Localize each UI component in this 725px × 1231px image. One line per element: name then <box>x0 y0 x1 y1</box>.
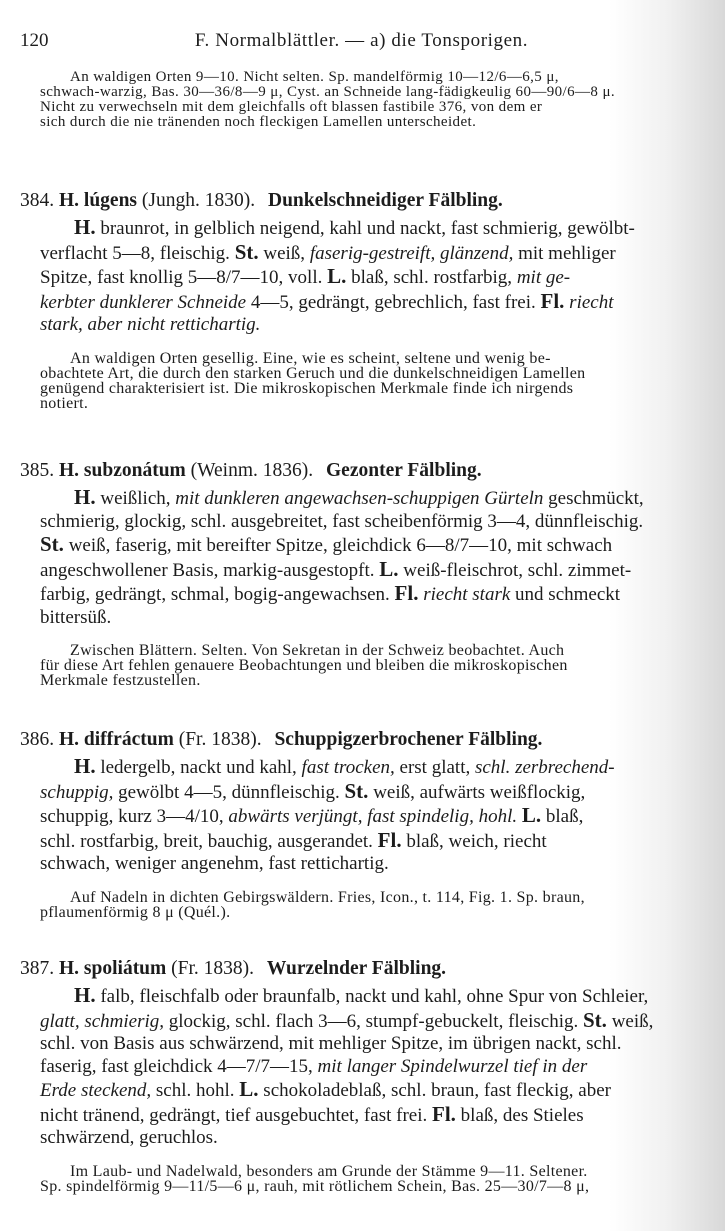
note-line: Auf Nadeln in dichten Gebirgswäldern. Fries, Icon., t. 114, Fig. 1. Sp. braun, <box>70 888 585 906</box>
entry-genus: H. <box>59 460 80 481</box>
organ-abbreviation: L. <box>379 556 399 581</box>
organ-abbreviation: Fl. <box>540 288 565 313</box>
text-run: schuppig, kurz 3—4/10, <box>40 806 229 827</box>
entry-german-name: Dunkelschneidiger Fälbling. <box>267 190 503 211</box>
text-run: mit mehliger <box>513 242 616 264</box>
entry-author: (Fr. 1838). <box>171 958 255 979</box>
entry-number: 386. <box>20 729 55 750</box>
text-run: schl. hohl. <box>151 1080 240 1101</box>
description-line <box>40 582 709 607</box>
text-run: weiß, faserig, mit bereifter Spitze, gleichdick 6—8/7—10, mit schwach <box>63 535 613 556</box>
note-line: notiert. <box>40 394 89 412</box>
organ-abbreviation: St. <box>40 532 64 556</box>
description-line <box>40 780 709 805</box>
entry-description <box>40 755 709 876</box>
text-run: weiß-fleischrot, schl. zimmet- <box>398 559 632 581</box>
organ-abbreviation: H. <box>74 215 96 239</box>
description-line <box>40 853 709 876</box>
text-run: schl. rostfarbig, breit, bauchig, ausgerandet. <box>40 830 378 852</box>
italic-text: riecht <box>564 291 614 313</box>
text-run: blaß, schl. rostfarbig, <box>346 267 517 288</box>
description-line <box>40 486 709 511</box>
text-run: braunrot, in gelblich neigend, kahl und nackt, fast schmierig, gewölbt- <box>95 218 635 239</box>
text-run: angeschwollener Basis, markig-ausgestopft. <box>40 559 380 581</box>
note-line: Im Laub- und Nadelwald, besonders am Grunde der Stämme 9—11. Seltener. <box>70 1162 588 1180</box>
entry-note <box>40 643 709 688</box>
entry-author: (Weinm. 1836). <box>190 460 314 481</box>
carryover-note-line: Nicht zu verwechseln mit dem gleichfalls oft blassen fastibile 376, von dem er <box>40 99 543 115</box>
carryover-note-line: schwach-warzig, Bas. 30—36/8—9 μ, Cyst. an Schneide lang-fädigkeulig 60—90/6—8 μ. <box>40 84 616 100</box>
entry-author: (Jungh. 1830). <box>141 190 256 211</box>
organ-abbreviation: Fl. <box>377 827 402 852</box>
entry-number: 385. <box>20 460 55 481</box>
organ-abbreviation: L. <box>239 1077 259 1101</box>
note-line: genügend charakterisiert ist. Die mikroskopischen Merkmale finde ich nirgends <box>40 379 574 397</box>
description-line <box>40 607 709 630</box>
entry-species: lúgens <box>83 190 138 211</box>
carryover-note-line: An waldigen Orten 9—10. Nicht selten. Sp. mandelförmig 10—12/6—6,5 μ, <box>70 69 559 85</box>
description-line <box>40 290 709 315</box>
description-line <box>40 1078 709 1103</box>
page-header <box>20 30 703 56</box>
text-run: nicht tränend, gedrängt, tief ausgebuchtet, fast frei. <box>40 1104 432 1126</box>
entry-description <box>40 216 709 337</box>
text-run: blaß, <box>541 806 584 827</box>
text-run: glockig, schl. flach 3—6, stumpf-gebuckelt, fleischig. <box>164 1010 583 1032</box>
text-run: falb, fleischfalb oder braunfalb, nackt und kahl, ohne Spur von Schleier, <box>95 986 649 1007</box>
italic-text: schuppig, <box>40 781 114 803</box>
text-run: gewölbt 4—5, dünnfleischig. <box>113 781 345 803</box>
note-line: obachtete Art, die durch den starken Geruch und die dunkelschneidigen Lamellen <box>40 364 586 382</box>
description-line <box>40 1056 709 1079</box>
note-line: pflaumenförmig 8 μ (Quél.). <box>40 903 231 921</box>
species-entry <box>20 188 709 411</box>
text-run: bittersüß. <box>40 606 112 628</box>
description-line <box>40 1009 709 1034</box>
text-run: schwärzend, geruchlos. <box>40 1127 218 1148</box>
text-run: 4—5, gedrängt, gebrechlich, fast frei. <box>246 291 541 313</box>
species-entry <box>20 458 709 688</box>
description-line <box>40 984 709 1009</box>
organ-abbreviation: H. <box>74 754 96 778</box>
entry-author: (Fr. 1838). <box>178 729 262 750</box>
text-run: farbig, gedrängt, schmal, bogig-angewachsen. <box>40 584 395 605</box>
description-line <box>40 1033 709 1056</box>
text-run: weiß, aufwärts weißflockig, <box>368 781 586 803</box>
text-run: und schmeckt <box>510 584 621 605</box>
organ-abbreviation: St. <box>583 1007 607 1032</box>
page-number: 120 <box>20 30 49 51</box>
text-run: schwach, weniger angenehm, fast rettichartig. <box>40 853 389 874</box>
text-run: verflacht 5—8, fleischig. <box>40 242 235 264</box>
text-run: schl. von Basis aus schwärzend, mit mehliger Spitze, im übrigen nackt, schl. <box>40 1033 622 1054</box>
entry-note <box>40 351 709 411</box>
text-run: blaß, weich, riecht <box>401 830 547 852</box>
text-run: geschmückt, <box>543 488 644 509</box>
species-entry <box>20 727 709 920</box>
text-run: weiß, <box>606 1010 654 1032</box>
description-line <box>40 755 709 780</box>
note-line: Sp. spindelförmig 9—11/5—6 μ, rauh, mit rötlichem Schein, Bas. 25—30/7—8 μ, <box>40 1177 590 1195</box>
organ-abbreviation: H. <box>74 485 96 509</box>
text-run: erst glatt, <box>394 757 475 778</box>
entry-heading <box>20 956 709 982</box>
italic-text: mit langer Spindelwurzel tief in der <box>317 1055 588 1077</box>
italic-text: riecht stark <box>418 584 511 605</box>
organ-abbreviation: St. <box>344 778 369 803</box>
italic-text: fast trocken, <box>301 757 395 778</box>
description-line <box>40 314 709 337</box>
entry-genus: H. <box>59 729 80 750</box>
entry-genus: H. <box>59 190 80 211</box>
description-line <box>40 829 709 854</box>
running-title: F. Normalblättler. — a) die Tonsporigen. <box>194 30 529 51</box>
text-run: weißlich, <box>95 488 176 509</box>
entry-german-name: Wurzelnder Fälbling. <box>266 958 447 979</box>
italic-text: schl. zerbrechend- <box>474 757 615 778</box>
organ-abbreviation: L. <box>327 264 347 288</box>
entry-description <box>40 486 709 629</box>
italic-text: mit ge- <box>516 267 571 288</box>
entry-genus: H. <box>59 958 80 979</box>
description-line <box>40 265 709 290</box>
italic-text: mit dunkleren angewachsen-schuppigen Gürteln <box>175 488 544 509</box>
description-line <box>40 804 709 829</box>
organ-abbreviation: H. <box>74 983 96 1007</box>
italic-text: Erde steckend, <box>40 1080 152 1101</box>
entry-german-name: Schuppigzerbrochener Fälbling. <box>274 729 543 750</box>
entry-number: 384. <box>20 190 55 211</box>
description-line <box>40 1127 709 1150</box>
organ-abbreviation: Fl. <box>432 1101 456 1126</box>
italic-text: stark, aber nicht rettichartig. <box>40 314 261 335</box>
note-line: Zwischen Blättern. Selten. Von Sekretan in der Schweiz beobachtet. Auch <box>70 642 565 659</box>
text-run: schokoladeblaß, schl. braun, fast fleckig, aber <box>258 1080 611 1101</box>
species-entry <box>20 956 709 1194</box>
description-line <box>40 216 709 241</box>
text-run: Spitze, fast knollig 5—8/7—10, voll. <box>40 267 328 288</box>
italic-text: kerbter dunklerer Schneide <box>40 291 247 313</box>
entry-species: spoliátum <box>83 958 167 979</box>
carryover-note-line: sich durch die nie tränenden noch fleckigen Lamellen unterscheidet. <box>40 114 477 130</box>
note-line: für diese Art fehlen genauere Beobachtungen und bleiben die mikroskopischen <box>40 657 568 674</box>
text-run: blaß, des Stieles <box>455 1104 584 1126</box>
description-line <box>40 558 709 583</box>
text-run: weiß, <box>258 242 310 264</box>
text-run: faserig, fast gleichdick 4—7/7—15, <box>40 1055 318 1077</box>
entry-species: diffráctum <box>83 729 174 750</box>
description-line <box>40 241 709 266</box>
entry-number: 387. <box>20 958 55 979</box>
italic-text: faserig-gestreift, glänzend, <box>309 242 514 264</box>
carryover-note <box>40 70 707 130</box>
organ-abbreviation: Fl. <box>394 581 419 605</box>
note-line: Merkmale festzustellen. <box>40 672 201 689</box>
description-line <box>40 533 709 558</box>
italic-text: abwärts verjüngt, fast spindelig, hohl. <box>228 806 518 827</box>
entry-species: subzonátum <box>83 460 186 481</box>
text-run: schmierig, glockig, schl. ausgebreitet, fast scheibenförmig 3—4, dünnfleischig. <box>40 510 644 532</box>
entry-german-name: Gezonter Fälbling. <box>326 460 482 481</box>
organ-abbreviation: L. <box>521 803 542 827</box>
entry-heading <box>20 458 709 484</box>
entry-note <box>40 1164 709 1194</box>
description-line <box>40 511 709 534</box>
text-run: ledergelb, nackt und kahl, <box>95 757 302 778</box>
entry-heading <box>20 188 709 214</box>
entry-description <box>40 984 709 1150</box>
italic-text: glatt, schmierig, <box>40 1010 165 1032</box>
description-line <box>40 1103 709 1128</box>
note-line: An waldigen Orten gesellig. Eine, wie es scheint, seltene und wenig be- <box>70 349 551 367</box>
organ-abbreviation: St. <box>234 239 259 264</box>
entry-note <box>40 890 709 920</box>
entry-heading <box>20 727 709 753</box>
